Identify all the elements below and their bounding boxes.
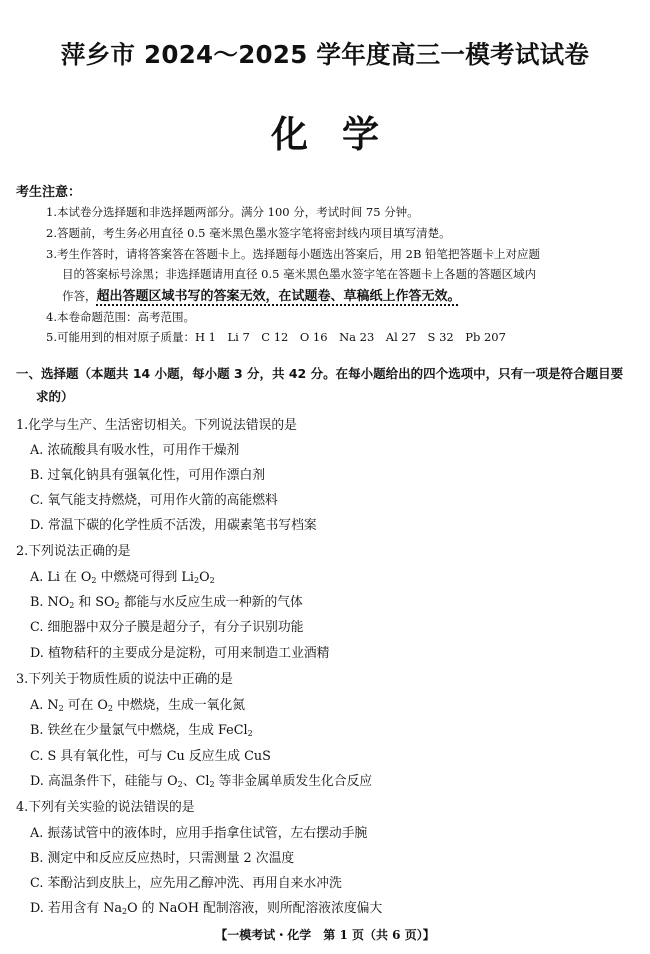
notice-item-2: 2.答题前，考生务必用直径 0.5 毫米黑色墨水签字笔将密封线内项目填写清楚。 [46, 226, 451, 240]
notice-emphasis: 超出答题区域书写的答案无效，在试题卷、草稿纸上作答无效。 [96, 289, 461, 304]
question-3-option-d: D. 高温条件下，硅能与 $O_2$、$Cl_2$ 等非金属单质发生化合反应 [30, 774, 373, 789]
page-footer: 【一模考试・化学 第 1 页（共 6 页）】 [215, 928, 435, 942]
question-4-option-b: B. 测定中和反应反应热时，只需测量 2 次温度 [30, 851, 295, 866]
question-3-option-c: C. S 具有氧化性，可与 Cu 反应生成 CuS [30, 749, 271, 764]
notice-item-3-end [62, 285, 461, 304]
question-2-option-d: D. 植物秸秆的主要成分是淀粉，可用来制造工业酒精 [30, 646, 330, 661]
question-2-option-c: C. 细胞器中双分子膜是超分子，有分子识别功能 [30, 620, 304, 635]
notice-item-1: 1.本试卷分选择题和非选择题两部分。满分 100 分，考试时间 75 分钟。 [46, 205, 419, 219]
question-2-option-b: B. $NO_2$ 和 $SO_2$ 都能与水反应生成一种新的气体 [30, 595, 303, 610]
question-4-stem: 4.下列有关实验的说法错误的是 [16, 800, 195, 815]
question-3-option-a: A. $N_2$ 可在 $O_2$ 中燃烧，生成一氧化氮 [30, 698, 246, 713]
notice-item-3: 3.考生作答时，请将答案答在答题卡上。选择题每小题选出答案后，用 2B 铅笔把答题卡上对应题 [46, 247, 541, 261]
question-1-option-d: D. 常温下碳的化学性质不活泼，用碳素笔书写档案 [30, 518, 317, 533]
question-4-option-a: A. 振荡试管中的液体时，应用手指拿住试管，左右摆动手腕 [30, 826, 368, 841]
section-heading-cont: 求的） [36, 389, 74, 404]
question-1-option-a: A. 浓硫酸具有吸水性，可用作干燥剂 [30, 443, 240, 458]
exam-title: 萍乡市 2024～2025 学年度高三一模考试试卷 [60, 40, 590, 69]
question-2-stem: 2.下列说法正确的是 [16, 544, 131, 559]
subject-title: 化学 [271, 113, 413, 156]
notice-item-3-cont: 目的答案标号涂黑；非选择题请用直径 0.5 毫米黑色墨水签字笔在答题卡上各题的答题区域内 [62, 267, 537, 281]
question-1-option-c: C. 氧气能支持燃烧，可用作火箭的高能燃料 [30, 493, 278, 508]
question-1-stem: 1.化学与生产、生活密切相关。下列说法错误的是 [16, 418, 297, 433]
notice-heading: 考生注意： [16, 185, 82, 200]
question-2-option-a: A. Li 在 $O_2$ 中燃烧可得到 $Li_2O_2$ [30, 570, 215, 585]
question-4-option-c: C. 苯酚沾到皮肤上，应先用乙醇冲洗、再用自来水冲洗 [30, 876, 342, 891]
notice-item-5: 5.可能用到的相对原子质量：H 1 Li 7 C 12 O 16 Na 23 Al 27 S 32 Pb 207 [46, 330, 506, 344]
question-3-option-b: B. 铁丝在少量氯气中燃烧，生成 FeCl$_2$ [30, 723, 253, 738]
question-3-stem: 3.下列关于物质性质的说法中正确的是 [16, 672, 233, 687]
question-1-option-b: B. 过氧化钠具有强氧化性，可用作漂白剂 [30, 468, 266, 483]
notice-item-4: 4.本卷命题范围：高考范围。 [46, 310, 195, 324]
section-heading: 一、选择题（本题共 14 小题，每小题 3 分，共 42 分。在每小题给出的四个选项中，只有一项是符合题目要 [16, 366, 624, 381]
notice-item-3-prefix: 作答， [62, 289, 97, 303]
question-4-option-d: D. 若用含有 $Na_2O$ 的 NaOH 配制溶液，则所配溶液浓度偏大 [30, 901, 383, 916]
